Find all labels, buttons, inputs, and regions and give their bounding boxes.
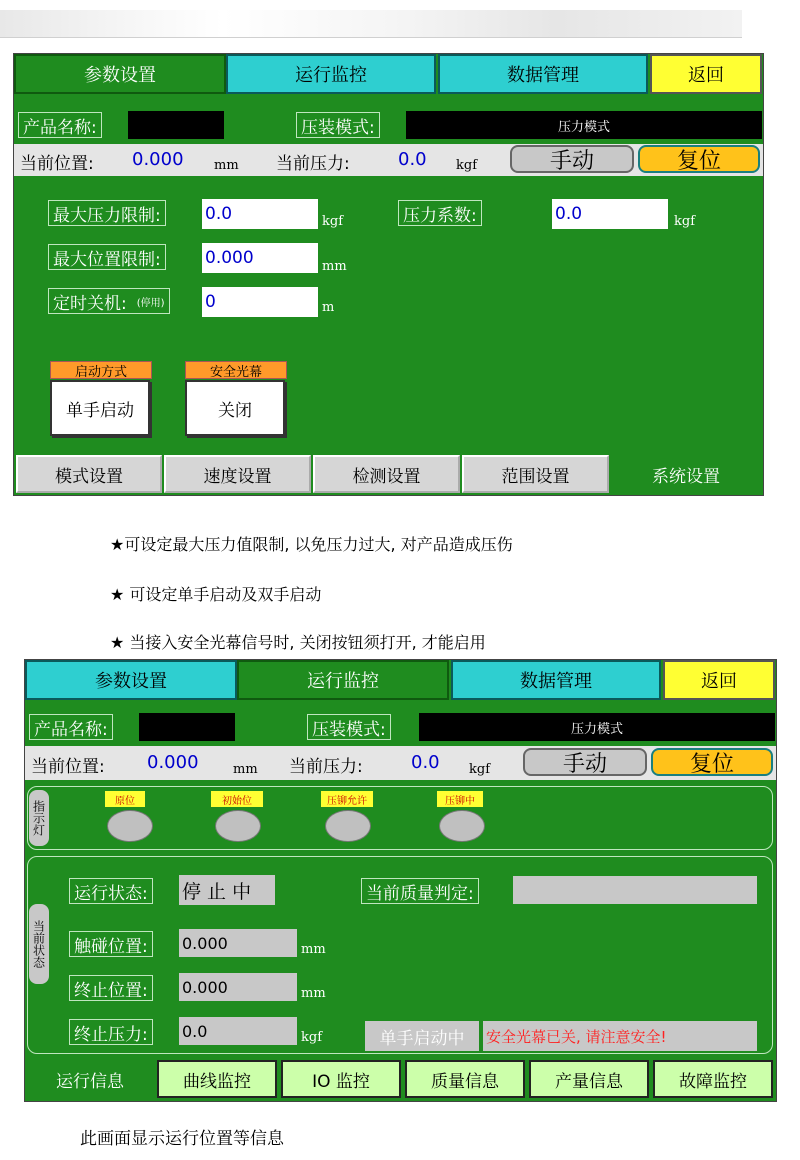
quality-label: 当前质量判定: — [361, 878, 479, 904]
current-pressure-label: 当前压力: — [276, 154, 350, 174]
current-position-unit: mm — [233, 762, 258, 777]
current-position-unit: mm — [214, 158, 239, 173]
hmi-screen-run-monitor — [24, 659, 777, 1102]
timer-shutdown-text: 定时关机: — [53, 293, 127, 314]
timer-shutdown-label — [48, 288, 170, 314]
indicator-rivet-allowed-lamp — [325, 810, 371, 842]
tab-data-management[interactable]: 数据管理 — [438, 54, 648, 94]
indicator-initial-lamp — [215, 810, 261, 842]
current-position-value: 0.000 — [147, 752, 199, 773]
timer-shutdown-note: (停用) — [136, 297, 165, 309]
header-gradient-bar — [0, 10, 742, 38]
current-pressure-value: 0.0 — [398, 149, 427, 170]
bottom-tab-range-settings[interactable]: 范围设置 — [462, 455, 609, 493]
indicator-rivet-allowed-tag: 压铆允许 — [321, 791, 373, 807]
run-state-label: 运行状态: — [69, 878, 153, 904]
press-mode-field[interactable]: 压力模式 — [406, 111, 762, 139]
bottom-tab-detection-settings[interactable]: 检测设置 — [313, 455, 460, 493]
start-mode-button[interactable]: 单手启动 — [50, 380, 150, 436]
manual-button[interactable] — [523, 748, 647, 776]
tab-parameter-settings[interactable]: 参数设置 — [14, 54, 226, 94]
bottom-tab-fault-monitor[interactable]: 故障监控 — [653, 1060, 773, 1098]
end-pressure-value: 0.0 — [179, 1017, 297, 1045]
timer-shutdown-input[interactable]: 0 — [202, 287, 318, 317]
product-name-field[interactable] — [128, 111, 224, 139]
note-2: ★ 可设定单手启动及双手启动 — [110, 585, 322, 604]
press-mode-label: 压装模式: — [307, 714, 391, 740]
run-state-value: 停 止 中 — [179, 875, 275, 905]
hmi-screen-parameters — [13, 53, 764, 496]
indicator-riveting-tag: 压铆中 — [437, 791, 483, 807]
bottom-tab-quality-info[interactable]: 质量信息 — [405, 1060, 525, 1098]
tab-return[interactable]: 返回 — [663, 660, 775, 700]
max-position-input[interactable]: 0.000 — [202, 243, 318, 273]
footer-caption: 此画面显示运行位置等信息 — [80, 1129, 284, 1149]
max-pressure-label: 最大压力限制: — [48, 200, 166, 226]
quality-value — [513, 876, 757, 904]
current-pressure-label: 当前压力: — [289, 757, 363, 777]
indicator-initial-tag: 初始位 — [211, 791, 263, 807]
current-position-value: 0.000 — [132, 149, 184, 170]
pressure-coef-unit: kgf — [674, 214, 696, 229]
pressure-coef-input[interactable]: 0.0 — [552, 199, 668, 229]
end-position-unit: mm — [301, 986, 326, 1001]
bottom-tab-speed-settings[interactable]: 速度设置 — [164, 455, 311, 493]
bottom-tab-mode-settings[interactable]: 模式设置 — [16, 455, 162, 493]
touch-position-value: 0.000 — [179, 929, 297, 957]
manual-button[interactable] — [510, 145, 634, 173]
indicator-home-tag: 原位 — [105, 791, 145, 807]
tab-run-monitor[interactable]: 运行监控 — [226, 54, 436, 94]
product-name-label: 产品名称: — [18, 112, 102, 138]
light-curtain-tag: 安全光幕 — [185, 361, 287, 379]
current-pressure-unit: kgf — [456, 158, 478, 173]
end-pressure-label: 终止压力: — [69, 1019, 153, 1045]
end-position-label: 终止位置: — [69, 975, 153, 1001]
product-name-label: 产品名称: — [29, 714, 113, 740]
manual-button-label: 手动 — [562, 751, 607, 777]
end-position-value: 0.000 — [179, 973, 297, 1001]
light-curtain-button[interactable]: 关闭 — [185, 380, 285, 436]
bottom-tab-output-info[interactable]: 产量信息 — [529, 1060, 649, 1098]
pressure-coef-label: 压力系数: — [398, 200, 482, 226]
max-pressure-unit: kgf — [322, 214, 344, 229]
manual-button-label: 手动 — [549, 148, 594, 174]
bottom-tab-io-monitor[interactable]: IO 监控 — [281, 1060, 401, 1098]
indicator-riveting-lamp — [439, 810, 485, 842]
note-3: ★ 当接入安全光幕信号时, 关闭按钮须打开, 才能启用 — [110, 633, 486, 652]
end-pressure-unit: kgf — [301, 1030, 323, 1045]
indicator-side-tab: 指示灯 — [29, 790, 49, 846]
start-mode-tag: 启动方式 — [50, 361, 152, 379]
current-position-label: 当前位置: — [20, 154, 94, 174]
touch-position-label: 触碰位置: — [69, 931, 153, 957]
bottom-tab-run-info[interactable]: 运行信息 — [56, 1071, 124, 1092]
note-1: ★可设定最大压力值限制, 以免压力过大, 对产品造成压伤 — [110, 535, 513, 554]
reset-button[interactable] — [638, 145, 760, 173]
press-mode-label: 压装模式: — [296, 112, 380, 138]
reset-button[interactable] — [651, 748, 773, 776]
current-position-label: 当前位置: — [31, 757, 105, 777]
tab-run-monitor[interactable]: 运行监控 — [237, 660, 449, 700]
tab-return[interactable]: 返回 — [650, 54, 762, 94]
max-position-label: 最大位置限制: — [48, 244, 166, 270]
bottom-tab-curve-monitor[interactable]: 曲线监控 — [157, 1060, 277, 1098]
tab-parameter-settings[interactable]: 参数设置 — [25, 660, 237, 700]
current-pressure-value: 0.0 — [411, 752, 440, 773]
reset-button-label: 复位 — [689, 751, 734, 777]
current-pressure-unit: kgf — [469, 762, 491, 777]
reset-button-label: 复位 — [676, 148, 721, 174]
touch-position-unit: mm — [301, 942, 326, 957]
tab-data-management[interactable]: 数据管理 — [451, 660, 661, 700]
single-hand-status: 单手启动中 — [365, 1021, 479, 1051]
light-curtain-warning: 安全光幕已关, 请注意安全! — [483, 1021, 757, 1051]
indicator-home-lamp — [107, 810, 153, 842]
product-name-field[interactable] — [139, 713, 235, 741]
max-pressure-input[interactable]: 0.0 — [202, 199, 318, 229]
press-mode-field[interactable]: 压力模式 — [419, 713, 775, 741]
current-state-side-tab: 当前状态 — [29, 904, 49, 984]
bottom-tab-system-settings[interactable]: 系统设置 — [652, 466, 720, 487]
timer-shutdown-unit: m — [322, 300, 335, 315]
max-position-unit: mm — [322, 259, 347, 274]
